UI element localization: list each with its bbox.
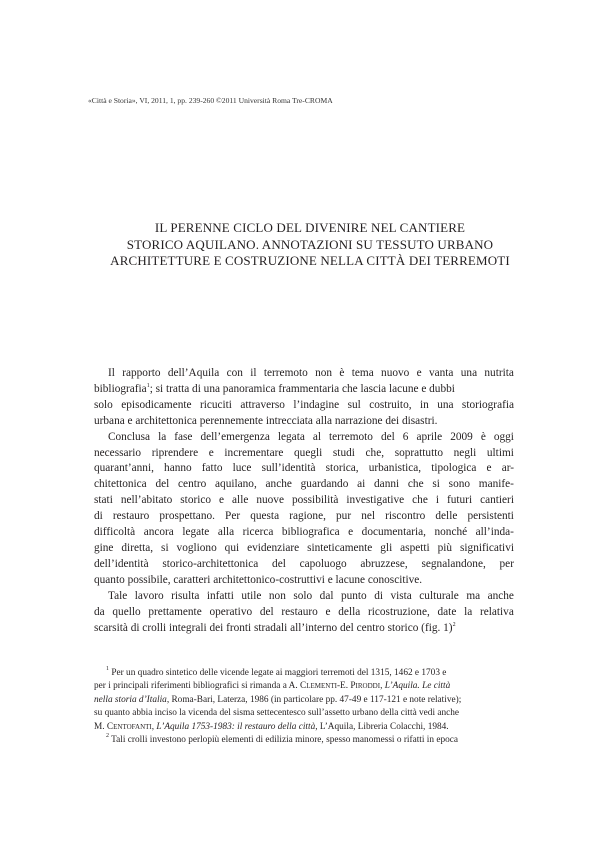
word: ai (357, 478, 366, 491)
word: ar- (501, 462, 514, 475)
word: dell’Aquila (167, 367, 220, 379)
word: negli (453, 446, 477, 459)
text-fragment: per i principali riferimenti bibliografici si rimanda a A. (94, 681, 301, 692)
word: nel (361, 510, 375, 523)
word: non (268, 589, 286, 602)
word: da (94, 605, 105, 618)
word: in (419, 398, 429, 411)
text-line (94, 461, 514, 477)
text-fragment: scarsità di crolli integrali dei fronti stradali all’interno del centro storico (fig. 1) (94, 621, 453, 634)
word: con (226, 367, 243, 379)
word: investigative (346, 494, 405, 507)
word: delle (435, 510, 458, 523)
text-line (94, 525, 514, 541)
word: del (259, 605, 274, 618)
word: episodicamente (121, 398, 192, 411)
word: possibilità (291, 494, 339, 507)
paragraph-2 (94, 430, 514, 589)
word: riscontro (385, 510, 426, 523)
footnote-mark: 2 (106, 733, 109, 740)
word: della (338, 605, 361, 618)
word: guardando (300, 478, 349, 491)
word: significativi (460, 541, 514, 554)
word: la (464, 605, 473, 618)
word: e (348, 526, 354, 539)
word: e (208, 446, 214, 459)
word: documentaria, (361, 526, 426, 539)
word: bibliografica (281, 526, 340, 539)
word: si (432, 478, 440, 491)
word: è (480, 430, 486, 443)
word: storica, (325, 462, 359, 475)
word: del (272, 557, 286, 570)
word: terremoto (329, 430, 373, 443)
word: qui (224, 541, 240, 554)
word: al (312, 430, 322, 443)
word: quarant’anni, (94, 462, 154, 475)
word: e (219, 494, 225, 507)
author-name: Piroddi (350, 681, 381, 692)
word: più (437, 541, 453, 554)
word: nuovo (381, 367, 410, 379)
word: gine (94, 541, 114, 554)
text-line: urbana e architettonica perennemente intrecciata alla narrazione dei disastri. (94, 414, 438, 427)
footnote-2 (94, 734, 514, 747)
text-fragment: , (380, 681, 385, 692)
word: pur (336, 510, 352, 523)
word: terremoto (263, 367, 308, 379)
word: 2009 (450, 430, 473, 443)
word: futuri (446, 494, 473, 507)
word: una (437, 398, 454, 411)
text-line (94, 667, 514, 680)
word: anche (265, 478, 292, 491)
word: una (460, 367, 478, 379)
word: costruito, (369, 398, 412, 411)
word: restauro (281, 605, 318, 618)
footnote-ref-2[interactable]: 2 (452, 621, 456, 628)
text-fragment: ; si tratta di una panoramica frammentaria che lascia lacune e dubbi (149, 382, 455, 395)
word: punto (340, 589, 367, 602)
word: ma (466, 589, 481, 602)
text-line (94, 398, 514, 414)
footnote-mark: 1 (106, 666, 109, 672)
word: sono (448, 478, 471, 491)
word: legate (182, 526, 210, 539)
word: Per (225, 510, 241, 523)
word: sinteticamente (307, 541, 373, 554)
word: ultimi (486, 446, 514, 459)
title-line: IL PERENNE CICLO DEL DIVENIRE NEL CANTIERE (154, 220, 466, 235)
paragraph-1 (94, 366, 514, 430)
word: abruzzese, (360, 557, 408, 570)
word: di (374, 589, 383, 602)
word: è (339, 367, 345, 379)
text-line: su quanto abbia inciso la vicenda del sisma settecentesco sull’assetto urbano della città vedi anche (94, 708, 460, 719)
word: vanta (428, 367, 454, 379)
word: storico (180, 494, 212, 507)
word: del (155, 478, 170, 491)
text-line (94, 721, 514, 734)
word: il (250, 367, 257, 379)
word: quello (112, 605, 141, 618)
word: Il (108, 367, 115, 379)
word: tipologica (431, 462, 477, 475)
word: la (158, 430, 167, 443)
text-line (94, 694, 514, 707)
text-line (94, 509, 514, 525)
text-line (94, 430, 514, 446)
word: chitettonica (94, 478, 147, 491)
word: dell’emergenza (200, 430, 270, 443)
word: studi (332, 446, 355, 459)
word: lavoro (134, 589, 164, 602)
text-line (94, 680, 514, 693)
text-line (94, 734, 514, 747)
title-line: ARCHITETTURE E COSTRUZIONE NELLA CITTÀ DEI TERREMOTI (110, 253, 510, 268)
word: ricuciti (199, 398, 232, 411)
word: anche (487, 589, 514, 602)
book-title: L’Aquila 1753-1983: il restauro della città (156, 721, 316, 732)
word: dell’identità (94, 557, 149, 570)
text-fragment: Tali crolli investono perlopiù elementi di edilizia minore, spesso manomessi o rifatti in epoca (111, 735, 459, 746)
word: capoluogo (299, 557, 347, 570)
word: gli (380, 541, 393, 554)
text-line (94, 605, 514, 621)
word: evidenziare (247, 541, 300, 554)
word: operativo (209, 605, 253, 618)
word: infatti (206, 589, 234, 602)
word: restauro (112, 510, 150, 523)
title-line: STORICO AQUILANO. ANNOTAZIONI SU TESSUTO URBANO (126, 236, 494, 252)
text-line (94, 621, 514, 637)
text-line (94, 493, 514, 509)
word: e (325, 605, 331, 618)
word: luce (232, 462, 252, 475)
word: ragione, (289, 510, 326, 523)
word: questa (250, 510, 280, 523)
word: prospettano. (159, 510, 215, 523)
word: nuove (256, 494, 284, 507)
word: si (161, 541, 169, 554)
word: i (435, 494, 439, 507)
word: diretta, (121, 541, 154, 554)
word: che, (365, 446, 385, 459)
word: nonché (434, 526, 468, 539)
footnotes (94, 667, 514, 747)
text-line (94, 382, 514, 398)
word: cantieri (480, 494, 514, 507)
word: urbanistica, (368, 462, 422, 475)
author-name: Centofanti (106, 721, 152, 732)
word: vogliono (176, 541, 217, 554)
text-line (94, 541, 514, 557)
text-fragment: , (151, 721, 157, 732)
paragraph-3 (94, 589, 514, 637)
word: aspetti (400, 541, 430, 554)
word: culturale (419, 589, 459, 602)
word: nell’abitato (120, 494, 173, 507)
word: difficoltà (94, 526, 136, 539)
word: ancora (143, 526, 174, 539)
word: aprile (416, 430, 443, 443)
word: vista (390, 589, 412, 602)
book-title: L’Aquila. Le città (384, 681, 451, 692)
word: relativa (479, 605, 514, 618)
word: fase (174, 430, 193, 443)
word: che (412, 494, 428, 507)
text-fragment: Per un quadro sintetico delle vicende legate ai maggiori terremoti del 1315, 1462 e 1703 e (111, 668, 447, 678)
book-title: nella storia d’Italia (94, 694, 167, 705)
word: stati (94, 494, 113, 507)
text-line (94, 366, 514, 382)
word: date (437, 605, 457, 618)
word: dal (319, 589, 334, 602)
text-fragment: -E. (336, 681, 351, 692)
text-fragment: , Roma-Bari, Laterza, 1986 (in particolare pp. 47-49 e 117-121 e note relative); (166, 694, 462, 705)
word: non (315, 367, 333, 379)
word: di (94, 510, 103, 523)
author-name: Clementi (300, 681, 337, 692)
word: e (486, 462, 492, 475)
text-fragment: M. (94, 721, 107, 732)
word: quegli (294, 446, 323, 459)
text-line (94, 477, 514, 493)
word: rapporto (122, 367, 161, 379)
word: risulta (171, 589, 200, 602)
word: e (416, 367, 422, 379)
text-line: quanto possibile, caratteri architettonico-costruttivi e lacune conoscitive. (94, 573, 423, 586)
word: tema (351, 367, 374, 379)
word: fatto (201, 462, 223, 475)
running-head: «Città e Storia», VI, 2011, 1, pp. 239-260 ©2011 Università Roma Tre-CROMA (88, 96, 333, 105)
word: persistenti (467, 510, 514, 523)
word: soprattutto (394, 446, 444, 459)
word: che (407, 478, 424, 491)
word: danni (374, 478, 400, 491)
word: incrementare (224, 446, 284, 459)
word: nutrita (484, 367, 514, 379)
word: del (380, 430, 395, 443)
word: ricostruzione, (367, 605, 430, 618)
word: solo (94, 398, 113, 411)
article-title (100, 220, 520, 270)
word: alla (217, 526, 235, 539)
word: solo (293, 589, 313, 602)
footnote-ref-1[interactable]: 1 (146, 382, 150, 389)
word: hanno (164, 462, 192, 475)
word: prettamente (148, 605, 202, 618)
word: Tale (108, 589, 128, 602)
text-fragment: bibliografia (94, 382, 147, 395)
word: oggi (493, 430, 514, 443)
word: sul (347, 398, 361, 411)
word: storiografia (461, 398, 514, 411)
word: aquilano, (215, 478, 257, 491)
word: manife- (478, 478, 514, 491)
text-fragment: , L’Aquila, Libreria Colacchi, 1984. (315, 721, 449, 732)
body-text (94, 366, 514, 636)
word: Conclusa (108, 430, 151, 443)
word: utile (241, 589, 262, 602)
word: all’inda- (475, 526, 514, 539)
text-line (94, 589, 514, 605)
word: necessario (94, 446, 142, 459)
text-line (94, 446, 514, 462)
word: centro (178, 478, 207, 491)
text-line (94, 557, 514, 573)
word: per (499, 557, 514, 570)
word: l’indagine (293, 398, 340, 411)
word: storico-architettonica (162, 557, 259, 570)
word: sull’identità (261, 462, 316, 475)
word: 6 (402, 430, 409, 443)
word: attraverso (240, 398, 285, 411)
word: riprendere (151, 446, 199, 459)
word: alle (232, 494, 249, 507)
word: segnalandone, (421, 557, 486, 570)
word: ricerca (242, 526, 274, 539)
word: legata (277, 430, 305, 443)
footnote-1 (94, 667, 514, 734)
